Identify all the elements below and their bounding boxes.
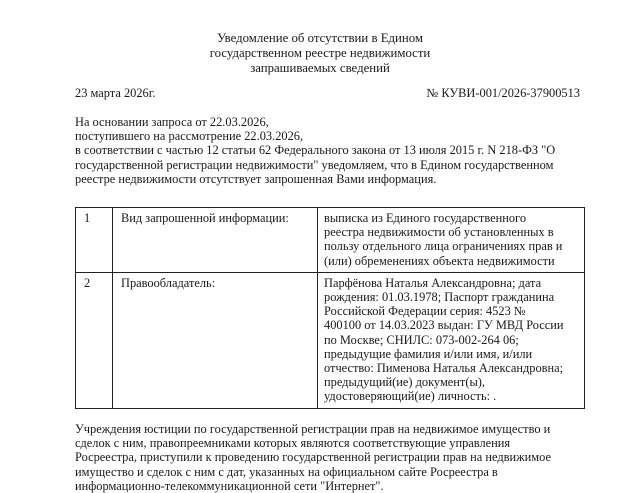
- table-row: [76, 208, 585, 273]
- footer-line: имущество и сделок с ним с дат, указанных на официальном сайте Росреестра в: [75, 464, 498, 479]
- intro-line: реестре недвижимости отсутствует запрошенная Вами информация.: [75, 171, 437, 186]
- footer-line: Росреестра, приступили к проведению государственной регистрации прав на недвижимое: [75, 450, 551, 465]
- value-line: Российской Федерации серия: 4523 №: [324, 304, 526, 319]
- row-label: Правообладатель:: [113, 272, 318, 408]
- value-line: по Москве; СНИЛС: 073-002-264 06;: [324, 332, 519, 347]
- value-line: 400100 от 14.03.2023 выдан: ГУ МВД России: [324, 318, 564, 333]
- table-row: [76, 272, 585, 408]
- document-title: [160, 31, 480, 76]
- info-table: [75, 207, 585, 409]
- row-value: [318, 208, 585, 273]
- value-line: реестра недвижимости об установленных в: [324, 225, 554, 240]
- value-line: предыдущие фамилия и/или имя, и/или: [324, 346, 533, 361]
- footer-line: Учреждения юстиции по государственной регистрации прав на недвижимое имущество и: [75, 422, 551, 436]
- value-line: выписка из Единого государственного: [324, 211, 527, 225]
- title-line: государственном реестре недвижимости: [209, 46, 431, 60]
- value-line: отчество: Пименова Наталья Александровна;: [324, 361, 564, 376]
- row-label: Вид запрошенной информации:: [113, 208, 318, 273]
- value-line: пользу отдельного лица ограничениях прав и: [324, 239, 563, 254]
- value-line: предыдущий(ие) документ(ы),: [324, 375, 486, 390]
- intro-line: поступившего на рассмотрение 22.03.2026,: [75, 129, 304, 144]
- row-value: [318, 272, 585, 408]
- footer-line: сделок с ним, правопреемниками которых являются соответствующие управления: [75, 436, 511, 451]
- document-date: 23 марта 2026г.: [75, 86, 156, 100]
- document-number: № КУВИ-001/2026-37900513: [426, 86, 580, 100]
- value-line: рождения: 01.03.1978; Паспорт гражданина: [324, 290, 555, 305]
- value-line: удостоверяющий(ие) личность: .: [324, 389, 497, 404]
- intro-line: государственной регистрации недвижимости" уведомляем, что в Едином государственном: [75, 157, 554, 172]
- footer-paragraph: [75, 422, 595, 493]
- title-line: запрашиваемых сведений: [250, 61, 390, 75]
- value-line: Парфёнова Наталья Александровна; дата: [324, 275, 542, 290]
- value-line: (или) обременениях объекта недвижимости: [324, 253, 555, 268]
- intro-line: в соответствии с частью 12 статьи 62 Федерального закона от 13 июля 2015 г. N 218-ФЗ "О: [75, 143, 556, 158]
- footer-line: информационно-телекоммуникационной сети "Интернет".: [75, 478, 384, 493]
- row-number: 2: [76, 272, 113, 408]
- intro-paragraph: [75, 115, 595, 186]
- intro-line: На основании запроса от 22.03.2026,: [75, 115, 269, 129]
- row-number: 1: [76, 208, 113, 273]
- title-line: Уведомление об отсутствии в Едином: [217, 31, 423, 45]
